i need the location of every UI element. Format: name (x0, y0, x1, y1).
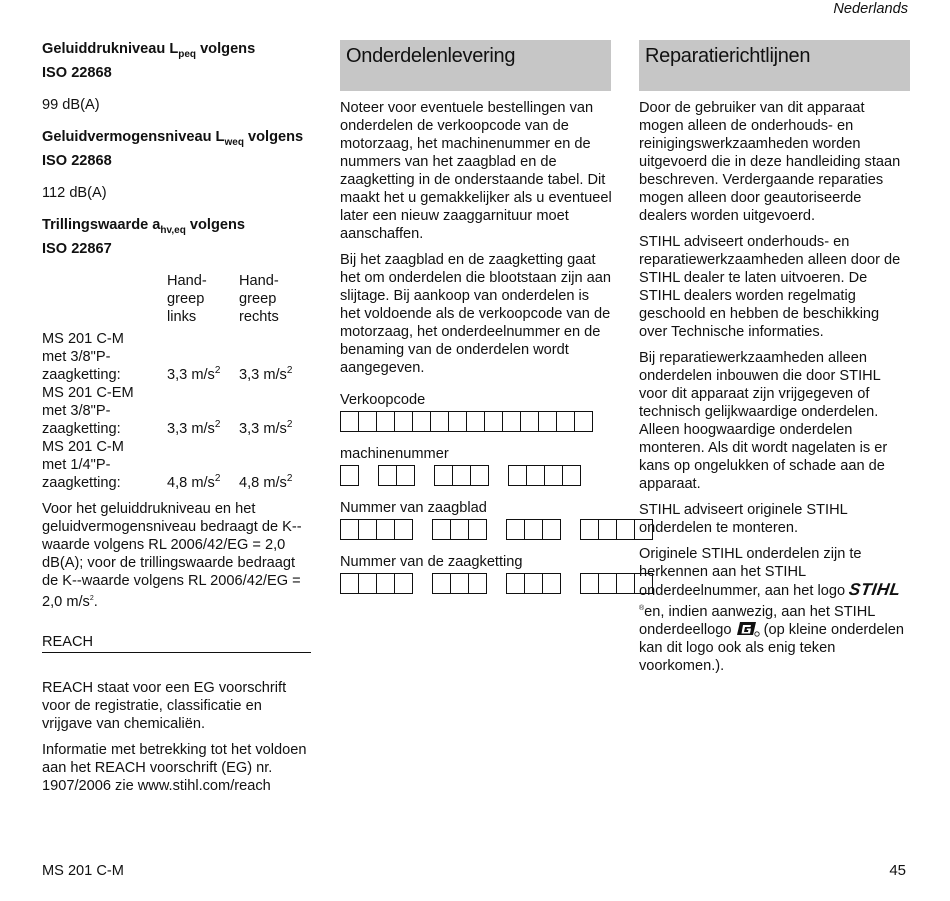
noise-pressure-value: 99 dB(A) (42, 97, 100, 113)
vibration-standard: ISO 22867 (42, 241, 112, 257)
parts-paragraph-1: Noteer voor eventuele bestellingen van onderdelen de verkoopcode van de motorzaag, het machinenummer en de nummers van het zaagblad en de zaagketting in de onderstaande tabel. Dit maakt het u gemakkelijker als u eventueel later een nieuw zaaggarnituur moet aanschaffen. (340, 100, 612, 242)
field-label-zaagketting: Nummer van de zaagketting (340, 554, 523, 570)
field-label-verkoopcode: Verkoopcode (340, 392, 426, 408)
column-parts-supply (340, 40, 612, 594)
reach-heading: REACH (42, 633, 311, 653)
noise-pressure-label: Geluiddrukniveau $L_{peq}$ volgens (42, 41, 256, 60)
vibration-table (42, 272, 292, 492)
field-label-zaagblad: Nummer van zaagblad (340, 500, 487, 516)
noise-pressure-standard: ISO 22868 (42, 65, 112, 81)
table-row (42, 330, 292, 384)
row-model: MS 201 C-M met 1/4"P- zaagketting: (42, 439, 124, 491)
header-handle-left: Hand- greep links (167, 273, 207, 325)
section-heading-parts: Onderdelenlevering (340, 40, 611, 91)
row-right-value: 3,3 $m/s^2$ (239, 419, 293, 437)
row-left-value: 4,8 $m/s^2$ (167, 473, 221, 491)
repair-paragraph-1: Door de gebruiker van dit apparaat mogen alleen de onderhouds- en reinigingswerkzaamheden worden uitgevoerd die in deze handleiding staan beschreven. Verdergaande reparaties mogen alleen door geautoriseerde dealers worden uitgevoerd. (639, 100, 901, 224)
language-label: Nederlands (833, 1, 908, 17)
row-model: MS 201 C-M met 3/8"P- zaagketting: (42, 331, 124, 383)
noise-power-value: 112 dB(A) (42, 185, 107, 201)
row-left-value: 3,3 $m/s^2$ (167, 419, 221, 437)
row-right-value: 3,3 $m/s^2$ (239, 365, 293, 383)
noise-power-standard: ISO 22868 (42, 153, 112, 169)
k-value-text: Voor het geluiddrukniveau en het geluidvermogensniveau bedraagt de K-- waarde volgens RL 2006/42/EG = 2,0 dB(A); voor de trillingswaarde bedraagt de K--waarde volgens RL 2006/42/EG = 2,0 $m/s^2$. (42, 501, 302, 610)
footer-model: MS 201 C-M (42, 863, 124, 879)
zaagblad-boxes[interactable] (340, 519, 612, 540)
row-right-value: 4,8 $m/s^2$ (239, 473, 293, 491)
table-row (42, 384, 292, 438)
column-repair-guidelines (639, 40, 911, 675)
parts-paragraph-2: Bij het zaagblad en de zaagketting gaat het om onderdelen die blootstaan zijn aan slijtage. Bij aankoop van onderdelen is het voldoende als de verkoopcode van de motorzaag, het onderdeelnummer en de benaming van de onderdelen wordt aangegeven. (340, 252, 611, 376)
repair-paragraph-5: Originele STIHL onderdelen zijn te herkennen aan het STIHL onderdeelnummer, aan het logo STIHL®en, indien aanwezig, aan het STIHL onderdeellogo (op kleine onderdelen kan dit logo ook als enig teken voorkomen.). (639, 546, 904, 674)
verkoopcode-boxes[interactable] (340, 411, 612, 432)
table-row (42, 438, 292, 492)
reach-paragraph-2: Informatie met betrekking tot het voldoen aan het REACH voorschrift (EG) nr. 1907/2006 zie www.stihl.com/reach (42, 742, 307, 794)
column-technical-data (42, 40, 314, 795)
repair-paragraph-2: STIHL adviseert onderhouds- en reparatiewerkzaamheden alleen door de STIHL dealer te laten uitvoeren. De STIHL dealers worden regelmatig geschoold en hebben de beschikking over Technische informaties. (639, 234, 901, 340)
zaagketting-boxes[interactable] (340, 573, 612, 594)
page-number: 45 (889, 862, 906, 879)
machinenummer-boxes[interactable] (340, 465, 612, 486)
row-model: MS 201 C-EM met 3/8"P- zaagketting: (42, 385, 134, 437)
vibration-label: Trillingswaarde $a_{hv,eq}$ volgens (42, 217, 246, 236)
header-handle-right: Hand- greep rechts (239, 273, 279, 325)
repair-paragraph-4: STIHL adviseert originele STIHL onderdelen te monteren. (639, 502, 848, 536)
stihl-logo: STIHL (847, 580, 903, 599)
noise-power-label: Geluidvermogensniveau $L_{weq}$ volgens (42, 129, 304, 148)
section-heading-repair: Reparatierichtlijnen (639, 40, 910, 91)
reach-paragraph-1: REACH staat voor een EG voorschrift voor de registratie, classificatie en vrijgave van chemicaliën. (42, 680, 287, 732)
field-label-machinenummer: machinenummer (340, 446, 449, 462)
genuine-parts-logo-icon (736, 621, 760, 637)
row-left-value: 3,3 $m/s^2$ (167, 365, 221, 383)
repair-paragraph-3: Bij reparatiewerkzaamheden alleen onderdelen inbouwen die door STIHL voor dit apparaat zijn vrijgegeven of technisch gelijkwaardige onderdelen. Alleen hoogwaardige onderdelen monteren. Als dit wordt nagelaten is er kans op ongelukken of schade aan de apparaat. (639, 350, 888, 492)
